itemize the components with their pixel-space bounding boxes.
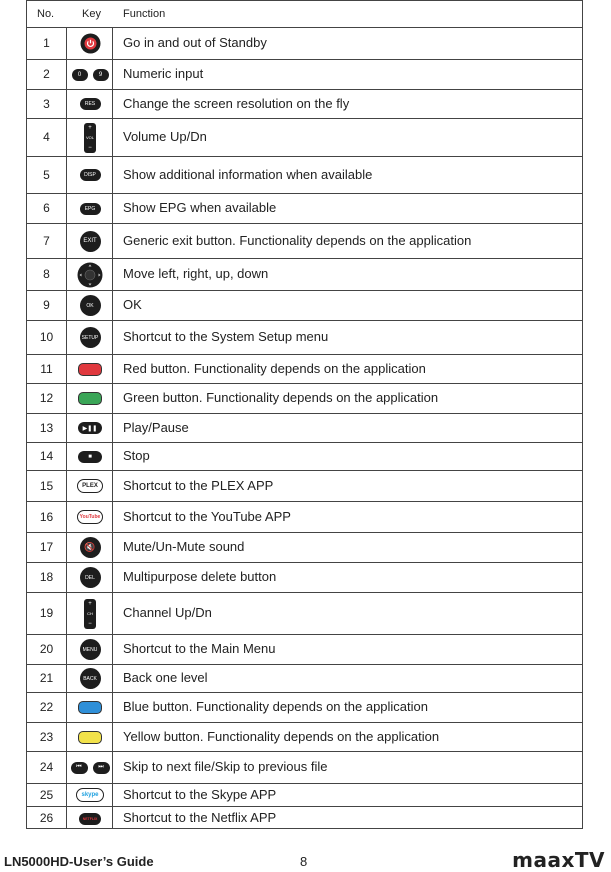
table-row — [27, 259, 582, 291]
function-description: Change the screen resolution on the fly — [123, 95, 350, 111]
table-row — [27, 28, 582, 60]
function-description: Mute/Un-Mute sound — [123, 539, 245, 554]
table-row — [27, 752, 582, 784]
key-cell — [68, 355, 112, 383]
key-cell — [68, 90, 112, 118]
numeric-keys-icon: 0 — [72, 69, 88, 81]
row-number: 19 — [39, 606, 54, 620]
table-row — [27, 119, 582, 157]
guide-title: LN5000HD-User’s Guide — [4, 854, 154, 869]
key-cell — [68, 563, 112, 592]
function-description: Back one level — [123, 670, 208, 685]
function-description: Shortcut to the Main Menu — [123, 641, 276, 656]
setup-button-icon: SETUP — [80, 327, 101, 348]
key-cell — [68, 224, 112, 258]
row-number: 13 — [39, 420, 54, 435]
header-key: Key — [82, 8, 101, 20]
key-cell — [68, 693, 112, 722]
function-description: Blue button. Functionality depends on the application — [123, 699, 428, 714]
function-description: Skip to next file/Skip to previous file — [123, 759, 328, 774]
key-cell — [68, 752, 112, 783]
table-row — [27, 784, 582, 807]
key-cell — [68, 502, 112, 532]
row-number: 20 — [39, 642, 54, 656]
header-no: No. — [37, 8, 55, 20]
mute-icon: 🔇 — [80, 537, 101, 558]
row-number: 14 — [39, 449, 54, 463]
skip-buttons-icon: ⏭ — [93, 762, 110, 774]
row-number: 5 — [43, 167, 50, 182]
plex-button-icon: PLEX — [77, 479, 103, 493]
skip-buttons-icon: ⏮ — [71, 762, 88, 774]
row-number: 17 — [39, 540, 54, 554]
table-row — [27, 502, 582, 533]
function-description: Shortcut to the Skype APP — [123, 786, 277, 802]
key-cell — [68, 384, 112, 413]
key-cell — [68, 291, 112, 320]
netflix-button-icon: NETFLIX — [79, 813, 101, 825]
yellow-button-icon — [78, 731, 102, 744]
row-number: 8 — [43, 267, 50, 281]
table-row — [27, 635, 582, 665]
key-cell — [68, 259, 112, 290]
header-function: Function — [123, 8, 166, 20]
volume-rocker-icon: + VOL − — [85, 124, 94, 151]
youtube-button-icon: YouTube — [77, 510, 103, 524]
row-number: 23 — [39, 729, 54, 744]
back-button-icon: BACK — [80, 668, 101, 689]
function-description: Show additional information when available — [123, 166, 373, 182]
table-row — [27, 471, 582, 502]
row-number: 3 — [43, 96, 50, 111]
res-button-icon: RES — [80, 98, 101, 110]
table-row — [27, 414, 582, 443]
function-description: Go in and out of Standby — [123, 35, 267, 50]
function-description: Shortcut to the System Setup menu — [123, 329, 329, 344]
stop-icon: ■ — [78, 451, 102, 463]
function-description: Red button. Functionality depends on the application — [123, 360, 426, 376]
table-row — [27, 665, 582, 693]
table-row — [27, 194, 582, 224]
row-number: 15 — [39, 478, 54, 493]
table-row — [27, 291, 582, 321]
function-description: OK — [123, 297, 142, 312]
function-description: Green button. Functionality depends on the application — [123, 390, 439, 405]
row-number: 25 — [39, 787, 54, 802]
row-number: 10 — [39, 330, 54, 344]
row-number: 2 — [43, 67, 50, 81]
brand-logo: maaxTV — [512, 848, 605, 872]
key-cell — [68, 443, 112, 470]
function-description: Move left, right, up, down — [123, 266, 269, 281]
row-number: 6 — [43, 201, 50, 215]
function-description: Play/Pause — [123, 419, 189, 435]
key-cell — [68, 321, 112, 354]
key-cell — [68, 593, 112, 634]
key-cell — [68, 784, 112, 806]
function-description: Yellow button. Functionality depends on the application — [123, 728, 440, 744]
key-cell — [68, 471, 112, 501]
row-number: 26 — [39, 810, 54, 825]
key-cell — [68, 807, 112, 830]
channel-rocker-icon: + CH − — [84, 599, 96, 629]
key-cell — [68, 157, 112, 193]
table-row — [27, 723, 582, 752]
table-row — [27, 443, 582, 471]
table-row — [27, 693, 582, 723]
function-description: Generic exit button. Functionality depends on the application — [123, 232, 472, 248]
table-row — [27, 593, 582, 635]
key-cell — [68, 28, 112, 59]
function-description: Multipurpose delete button — [123, 569, 277, 584]
row-number: 16 — [39, 509, 54, 524]
page-number: 8 — [300, 854, 308, 869]
row-number: 24 — [39, 760, 54, 774]
table-row — [27, 321, 582, 355]
row-number: 1 — [43, 36, 50, 50]
blue-button-icon — [78, 701, 102, 714]
menu-button-icon: MENU — [80, 639, 101, 660]
function-description: Channel Up/Dn — [123, 605, 212, 620]
function-description: Shortcut to the YouTube APP — [123, 508, 291, 524]
function-description: Show EPG when available — [123, 200, 277, 215]
numeric-keys-icon: 9 — [93, 69, 109, 81]
table-row — [27, 563, 582, 593]
row-number: 21 — [39, 671, 54, 685]
table-header — [27, 1, 582, 28]
epg-button-icon: EPG — [80, 203, 101, 215]
function-description: Numeric input — [123, 66, 204, 81]
row-number: 7 — [43, 233, 50, 248]
row-number: 9 — [43, 298, 50, 312]
table-row — [27, 384, 582, 414]
del-button-icon: DEL — [80, 567, 101, 588]
red-button-icon — [78, 363, 102, 376]
navigation-pad-icon — [77, 262, 103, 288]
green-button-icon — [78, 392, 102, 405]
row-number: 12 — [39, 391, 54, 405]
key-cell — [68, 119, 112, 156]
rocker-label: VOL — [85, 135, 94, 140]
row-number: 22 — [39, 700, 54, 714]
key-cell — [68, 414, 112, 442]
key-cell — [68, 194, 112, 223]
rocker-label: CH — [87, 611, 93, 616]
key-cell — [68, 635, 112, 664]
row-number: 18 — [39, 570, 54, 584]
disp-button-icon: DISP — [80, 169, 101, 181]
power-button-icon — [80, 33, 101, 54]
table-row — [27, 224, 582, 259]
function-description: Stop — [123, 448, 150, 463]
table-row — [27, 533, 582, 563]
row-number: 4 — [43, 130, 50, 144]
skype-button-icon: skype — [76, 788, 104, 802]
key-cell — [68, 665, 112, 692]
remote-keys-table — [26, 0, 583, 829]
key-cell — [68, 60, 112, 89]
table-row — [27, 90, 582, 119]
exit-button-icon: EXIT — [80, 231, 101, 252]
key-cell — [68, 723, 112, 751]
key-cell — [68, 533, 112, 562]
function-description: Shortcut to the Netflix APP — [123, 809, 277, 825]
function-description: Shortcut to the PLEX APP — [123, 477, 274, 493]
table-row — [27, 60, 582, 90]
play-pause-icon: ▶❚❚ — [78, 422, 102, 434]
ok-button-icon: OK — [80, 295, 101, 316]
table-row — [27, 807, 582, 830]
table-row — [27, 355, 582, 384]
table-row — [27, 157, 582, 194]
function-description: Volume Up/Dn — [123, 129, 207, 144]
row-number: 11 — [40, 361, 53, 376]
